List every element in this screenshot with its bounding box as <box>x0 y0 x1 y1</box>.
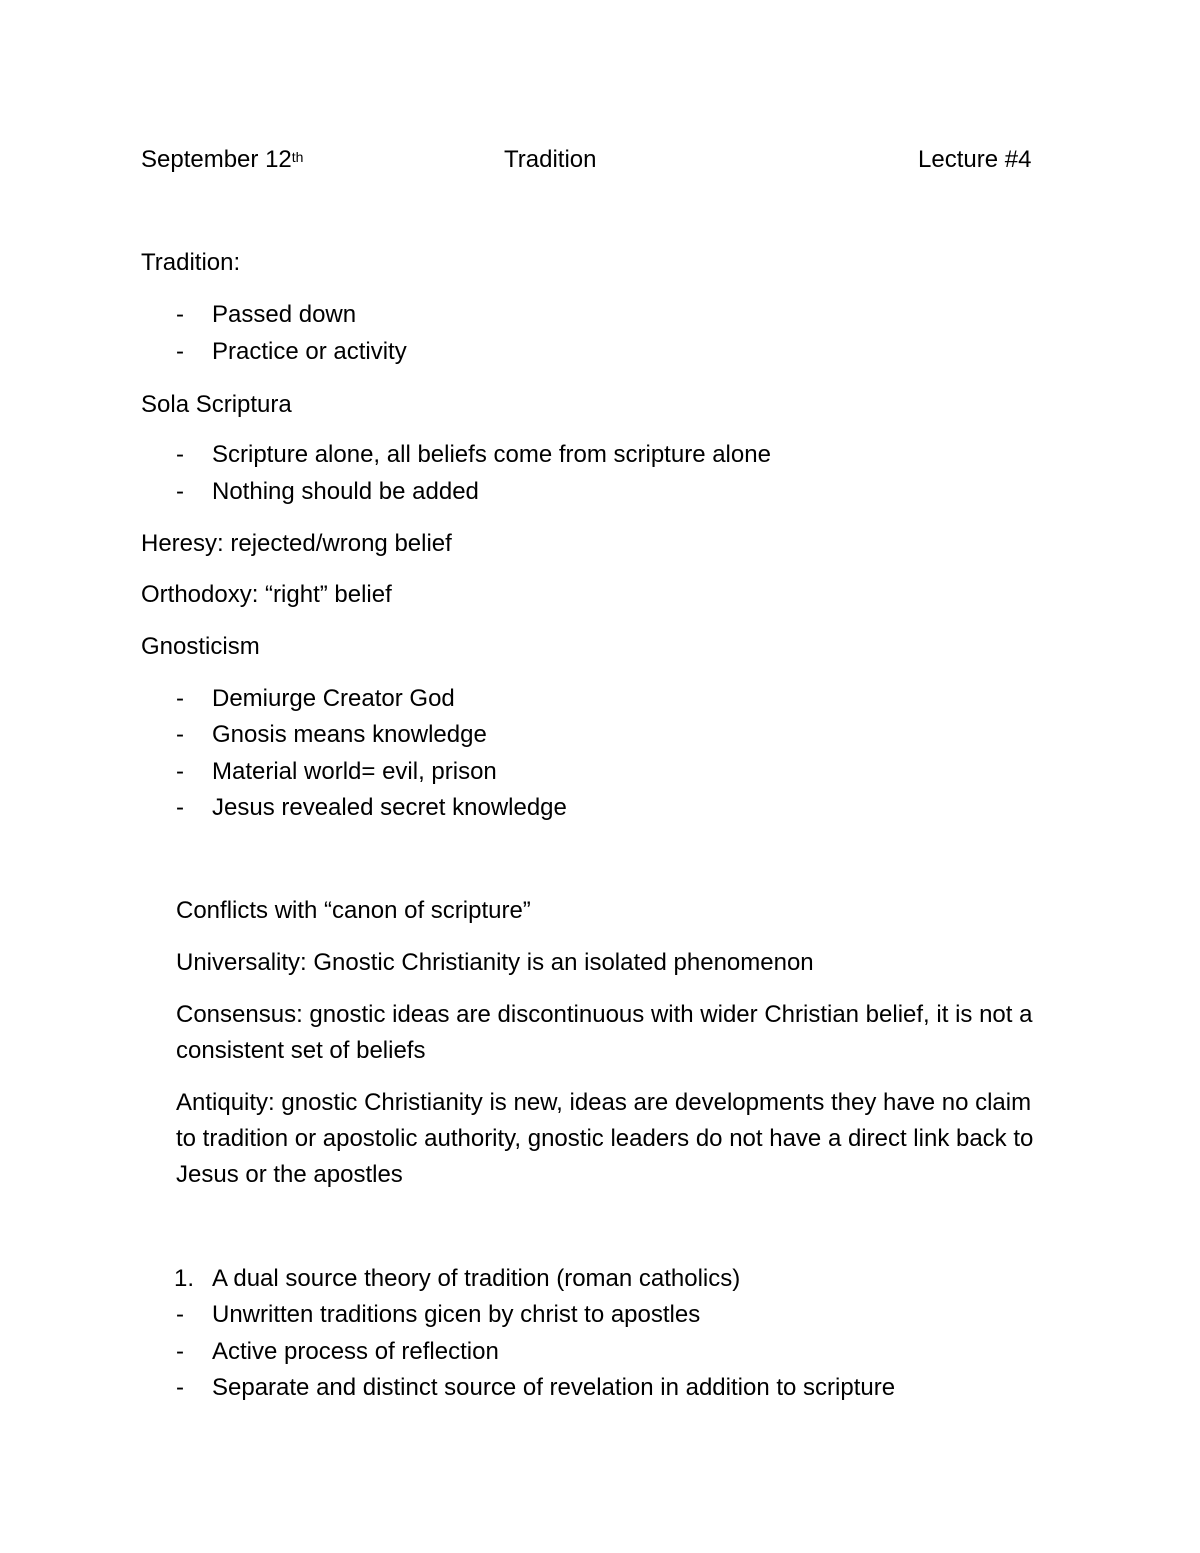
header-date-superscript: th <box>291 149 304 165</box>
heading-sola-scriptura: Sola Scriptura <box>141 391 292 418</box>
list-item-text: Nothing should be added <box>212 478 479 505</box>
heading-tradition: Tradition: <box>141 249 241 276</box>
header-title: Tradition <box>504 146 597 173</box>
heresy-definition: Heresy: rejected/wrong belief <box>141 530 452 557</box>
conflicts-paragraph: Conflicts with “canon of scripture” <box>176 897 531 924</box>
list-item-text: Scripture alone, all beliefs come from scripture alone <box>212 441 771 468</box>
list-number: 1. <box>174 1265 195 1292</box>
bullet-dash: - <box>176 478 184 505</box>
list-item-text: Active process of reflection <box>212 1338 499 1365</box>
bullet-dash: - <box>176 441 184 468</box>
consensus-paragraph: Consensus: gnostic ideas are discontinuous with wider Christian belief, it is not a consistent set of beliefs <box>176 1001 1033 1064</box>
orthodoxy-definition: Orthodoxy: “right” belief <box>141 581 392 608</box>
list-item-text: Passed down <box>212 301 357 328</box>
bullet-dash: - <box>176 1338 184 1365</box>
list-item-text: Material world= evil, prison <box>212 758 497 785</box>
list-item-text: Unwritten traditions gicen by christ to apostles <box>212 1301 701 1328</box>
antiquity-paragraph: Antiquity: gnostic Christianity is new, ideas are developments they have no claim to tradition or apostolic authority, gnostic leaders do not have a direct link back to Jesus or the apostles <box>176 1089 1034 1188</box>
header-date <box>141 145 303 175</box>
bullet-dash: - <box>176 338 184 365</box>
list-item-text: Gnosis means knowledge <box>212 721 487 748</box>
bullet-dash: - <box>176 1301 184 1328</box>
bullet-dash: - <box>176 794 184 821</box>
bullet-dash: - <box>176 721 184 748</box>
bullet-dash: - <box>176 301 184 328</box>
bullet-dash: - <box>176 1374 184 1401</box>
list-item-text: Separate and distinct source of revelation in addition to scripture <box>212 1374 896 1401</box>
bullet-dash: - <box>176 758 184 785</box>
header-date-text: September 12 <box>141 146 292 173</box>
header-lecture: Lecture #4 <box>918 146 1032 173</box>
list-item-text: Practice or activity <box>212 338 407 365</box>
list-item-text: A dual source theory of tradition (roman catholics) <box>212 1265 741 1292</box>
bullet-dash: - <box>176 685 184 712</box>
universality-paragraph: Universality: Gnostic Christianity is an isolated phenomenon <box>176 949 814 976</box>
list-item-text: Jesus revealed secret knowledge <box>212 794 567 821</box>
heading-gnosticism: Gnosticism <box>141 633 260 660</box>
list-item-text: Demiurge Creator God <box>212 685 455 712</box>
